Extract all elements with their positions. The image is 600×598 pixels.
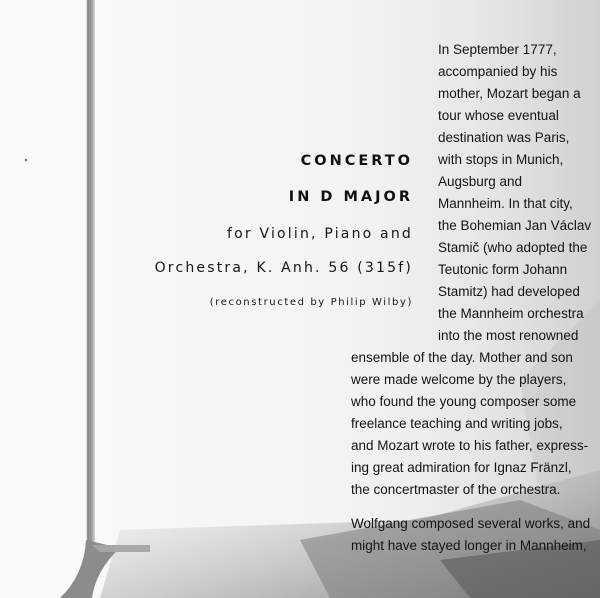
paragraph-1-line: who found the young composer some <box>351 394 577 409</box>
title-line-2: IN D MAJOR <box>288 189 413 205</box>
paragraph-1-line: Stamič (who adopted the <box>438 240 588 255</box>
paragraph-1-line: Augsburg and <box>438 174 523 189</box>
paragraph-1-line: accompanied by his <box>438 64 558 79</box>
paragraph-1-line: Stamitz) had developed <box>438 284 580 299</box>
paragraph-1-line: and Mozart wrote to his father, express- <box>351 438 589 453</box>
subtitle-line-1: for Violin, Piano and <box>226 226 413 242</box>
paragraph-1-line: were made welcome by the players, <box>351 372 567 387</box>
paragraph-1-line: into the most renowned <box>438 328 579 343</box>
paragraph-1-line: ing great admiration for Ignaz Fränzl, <box>351 460 572 475</box>
subtitle-line-2: Orchestra, K. Anh. 56 (315f) <box>154 260 413 276</box>
paragraph-1-line: Mannheim. In that city, <box>438 196 573 211</box>
paragraph-1-line: In September 1777, <box>438 42 557 57</box>
paragraph-1-line: mother, Mozart began a <box>438 86 581 101</box>
paragraph-1-line: the Bohemian Jan Václav <box>438 218 592 233</box>
paragraph-1-line: Teutonic form Johann <box>438 262 568 277</box>
paragraph-1-line: tour whose eventual <box>438 108 559 123</box>
paragraph-1-line: ensemble of the day. Mother and son <box>351 350 573 365</box>
paragraph-2-line: Wolfgang composed several works, and <box>351 516 591 531</box>
paragraph-1-line: the concertmaster of the orchestra. <box>351 482 561 497</box>
paragraph-1-line: the Mannheim orchestra <box>438 306 584 321</box>
credit-line: (reconstructed by Philip Wilby) <box>209 297 413 308</box>
paragraph-1-line: freelance teaching and writing jobs, <box>351 416 563 431</box>
paragraph-1-line: destination was Paris, <box>438 130 570 145</box>
paragraph-1-line: with stops in Munich, <box>438 152 564 167</box>
paragraph-2-line: might have stayed longer in Mannheim, <box>351 538 587 553</box>
title-line-1: CONCERTO <box>300 153 413 169</box>
